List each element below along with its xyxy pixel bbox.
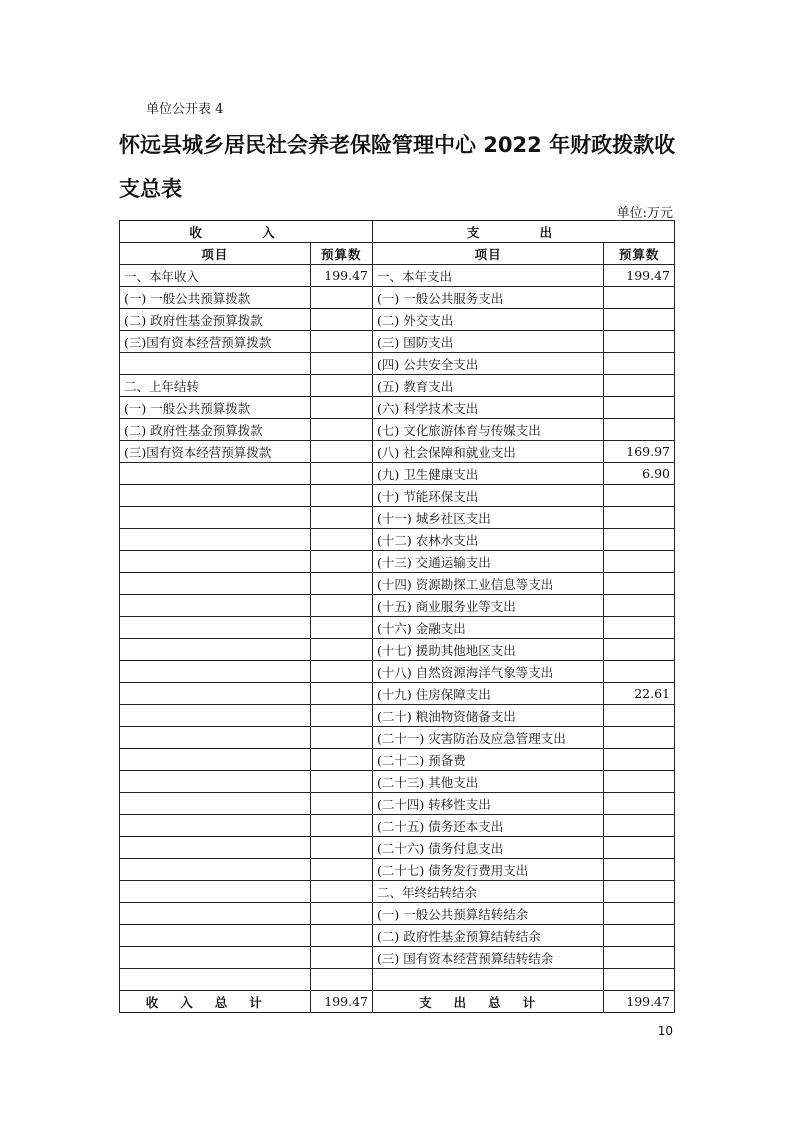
income-item-cell <box>120 683 311 705</box>
table-row <box>120 815 675 837</box>
income-item-cell <box>120 925 311 947</box>
expense-value-cell: 169.97 <box>604 441 675 463</box>
income-item-cell <box>120 859 311 881</box>
expense-item-cell: (十八) 自然资源海洋气象等支出 <box>373 661 604 683</box>
income-item-cell <box>120 617 311 639</box>
expense-value-cell <box>604 375 675 397</box>
income-value-cell <box>310 749 372 771</box>
table-row <box>120 441 675 463</box>
expense-item-cell: (九) 卫生健康支出 <box>373 463 604 485</box>
table-row <box>120 485 675 507</box>
income-item-cell: (三)国有资本经营预算拨款 <box>120 331 311 353</box>
expense-item-cell: (三) 国防支出 <box>373 331 604 353</box>
income-total-value: 199.47 <box>310 991 372 1013</box>
page-title: 怀远县城乡居民社会养老保险管理中心 2022 年财政拨款收支总表 <box>119 133 676 201</box>
expense-value-cell <box>604 331 675 353</box>
income-value-cell <box>310 617 372 639</box>
income-item-cell: (三)国有资本经营预算拨款 <box>120 441 311 463</box>
table-row <box>120 661 675 683</box>
income-item-cell: 一、本年收入 <box>120 265 311 287</box>
table-row <box>120 925 675 947</box>
expense-value-cell <box>604 639 675 661</box>
table-row <box>120 639 675 661</box>
expense-value-cell <box>604 727 675 749</box>
income-value-cell <box>310 529 372 551</box>
expense-value-cell <box>604 925 675 947</box>
income-value-cell <box>310 881 372 903</box>
income-item-cell <box>120 353 311 375</box>
income-value-cell <box>310 947 372 969</box>
income-item-cell: 二、上年结转 <box>120 375 311 397</box>
expense-item-cell: (二十七) 债务发行费用支出 <box>373 859 604 881</box>
table-row <box>120 397 675 419</box>
expense-item-cell: (三) 国有资本经营预算结转结余 <box>373 947 604 969</box>
expense-item-cell: (二十一) 灾害防治及应急管理支出 <box>373 727 604 749</box>
expense-item-cell: (十四) 资源勘探工业信息等支出 <box>373 573 604 595</box>
expense-value-cell <box>604 969 675 991</box>
table-row <box>120 771 675 793</box>
expense-value-cell <box>604 529 675 551</box>
expense-value-cell <box>604 771 675 793</box>
table-row <box>120 265 675 287</box>
expense-value-cell: 199.47 <box>604 265 675 287</box>
income-item-cell <box>120 727 311 749</box>
expense-value-cell: 6.90 <box>604 463 675 485</box>
expense-value-cell <box>604 815 675 837</box>
income-value-cell <box>310 353 372 375</box>
expense-item-cell: (二十二) 预备费 <box>373 749 604 771</box>
expense-value-cell <box>604 595 675 617</box>
income-value-cell <box>310 331 372 353</box>
unit-label: 单位:万元 <box>616 206 673 221</box>
table-body <box>120 265 675 991</box>
income-value-cell <box>310 375 372 397</box>
table-row <box>120 551 675 573</box>
table-row <box>120 617 675 639</box>
income-item-cell <box>120 815 311 837</box>
expense-value-cell <box>604 881 675 903</box>
expense-item-cell: (十五) 商业服务业等支出 <box>373 595 604 617</box>
income-item-cell <box>120 947 311 969</box>
expense-value-cell <box>604 397 675 419</box>
table-section-header <box>120 221 675 243</box>
expense-value-cell <box>604 903 675 925</box>
income-value-cell <box>310 837 372 859</box>
table-row <box>120 331 675 353</box>
table-row <box>120 969 675 991</box>
expense-value-cell <box>604 287 675 309</box>
income-item-cell <box>120 969 311 991</box>
income-item-cell <box>120 771 311 793</box>
expense-item-cell: (八) 社会保障和就业支出 <box>373 441 604 463</box>
totals-row <box>120 991 675 1013</box>
table-row <box>120 287 675 309</box>
income-value-cell <box>310 287 372 309</box>
expense-item-cell: (十九) 住房保障支出 <box>373 683 604 705</box>
income-value-cell <box>310 859 372 881</box>
table-row <box>120 683 675 705</box>
income-value-cell <box>310 815 372 837</box>
expense-item-cell: (四) 公共安全支出 <box>373 353 604 375</box>
expense-value-cell <box>604 859 675 881</box>
expense-value-cell <box>604 793 675 815</box>
income-value-cell <box>310 595 372 617</box>
income-value-cell <box>310 639 372 661</box>
expense-item-cell: (六) 科学技术支出 <box>373 397 604 419</box>
income-value-cell <box>310 551 372 573</box>
income-item-cell: (一) 一般公共预算拨款 <box>120 397 311 419</box>
expense-item-cell: 一、本年支出 <box>373 265 604 287</box>
expense-total-value: 199.47 <box>604 991 675 1013</box>
expense-item-cell: (二十六) 债务付息支出 <box>373 837 604 859</box>
income-item-cell <box>120 903 311 925</box>
table-row <box>120 947 675 969</box>
expense-item-cell: (十三) 交通运输支出 <box>373 551 604 573</box>
expense-item-cell: (二) 外交支出 <box>373 309 604 331</box>
table-row <box>120 507 675 529</box>
table-row <box>120 793 675 815</box>
expense-item-cell: (二十五) 债务还本支出 <box>373 815 604 837</box>
income-item-cell <box>120 485 311 507</box>
income-header: 收 入 <box>120 221 373 243</box>
income-value-cell <box>310 683 372 705</box>
expense-item-cell: 二、年终结转结余 <box>373 881 604 903</box>
expense-value-cell <box>604 419 675 441</box>
expense-item-cell: (一) 一般公共服务支出 <box>373 287 604 309</box>
expense-value-cell <box>604 309 675 331</box>
expense-value-cell <box>604 485 675 507</box>
table-row <box>120 881 675 903</box>
expense-value-cell <box>604 705 675 727</box>
income-value-cell <box>310 793 372 815</box>
table-row <box>120 837 675 859</box>
income-item-cell <box>120 507 311 529</box>
income-item-cell: (一) 一般公共预算拨款 <box>120 287 311 309</box>
income-value-cell <box>310 485 372 507</box>
expense-item-cell: (二十三) 其他支出 <box>373 771 604 793</box>
table-row <box>120 419 675 441</box>
income-item-cell <box>120 881 311 903</box>
expense-item-cell: (一) 一般公共预算结转结余 <box>373 903 604 925</box>
expense-budget-header: 预算数 <box>604 243 675 265</box>
expense-value-cell <box>604 947 675 969</box>
expense-item-header: 项目 <box>373 243 604 265</box>
expense-value-cell <box>604 661 675 683</box>
expense-header: 支 出 <box>373 221 675 243</box>
expense-value-cell: 22.61 <box>604 683 675 705</box>
table-row <box>120 529 675 551</box>
document-label: 单位公开表 4 <box>146 102 224 117</box>
table-row <box>120 859 675 881</box>
income-item-cell: (二) 政府性基金预算拨款 <box>120 419 311 441</box>
expense-value-cell <box>604 749 675 771</box>
income-item-cell: (二) 政府性基金预算拨款 <box>120 309 311 331</box>
income-value-cell <box>310 397 372 419</box>
table-row <box>120 705 675 727</box>
income-value-cell <box>310 925 372 947</box>
income-value-cell <box>310 573 372 595</box>
table-row <box>120 595 675 617</box>
income-item-header: 项目 <box>120 243 311 265</box>
expense-item-cell: (十一) 城乡社区支出 <box>373 507 604 529</box>
table-row <box>120 309 675 331</box>
income-value-cell <box>310 463 372 485</box>
expense-item-cell: (二) 政府性基金预算结转结余 <box>373 925 604 947</box>
expense-value-cell <box>604 551 675 573</box>
income-value-cell <box>310 903 372 925</box>
income-item-cell <box>120 551 311 573</box>
expense-item-cell: (十七) 援助其他地区支出 <box>373 639 604 661</box>
income-value-cell <box>310 661 372 683</box>
expense-value-cell <box>604 573 675 595</box>
income-item-cell <box>120 661 311 683</box>
page-number: 10 <box>657 1024 673 1038</box>
income-item-cell <box>120 705 311 727</box>
table-row <box>120 749 675 771</box>
table-row <box>120 353 675 375</box>
expense-item-cell <box>373 969 604 991</box>
table-row <box>120 573 675 595</box>
table-row <box>120 463 675 485</box>
expense-item-cell: (七) 文化旅游体育与传媒支出 <box>373 419 604 441</box>
budget-table <box>119 220 675 1013</box>
income-item-cell <box>120 837 311 859</box>
table-row <box>120 903 675 925</box>
income-total-label: 收入总计 <box>120 991 311 1013</box>
income-item-cell <box>120 595 311 617</box>
income-item-cell <box>120 463 311 485</box>
expense-value-cell <box>604 617 675 639</box>
income-budget-header: 预算数 <box>310 243 372 265</box>
income-value-cell <box>310 441 372 463</box>
income-value-cell <box>310 969 372 991</box>
income-value-cell <box>310 507 372 529</box>
income-value-cell <box>310 705 372 727</box>
income-item-cell <box>120 529 311 551</box>
income-value-cell <box>310 309 372 331</box>
income-item-cell <box>120 639 311 661</box>
expense-total-label: 支出总计 <box>373 991 604 1013</box>
income-value-cell <box>310 419 372 441</box>
expense-value-cell <box>604 353 675 375</box>
expense-item-cell: (十) 节能环保支出 <box>373 485 604 507</box>
income-item-cell <box>120 793 311 815</box>
expense-value-cell <box>604 837 675 859</box>
expense-item-cell: (二十) 粮油物资储备支出 <box>373 705 604 727</box>
income-value-cell <box>310 771 372 793</box>
table-column-header <box>120 243 675 265</box>
expense-item-cell: (十二) 农林水支出 <box>373 529 604 551</box>
income-value-cell: 199.47 <box>310 265 372 287</box>
table-row <box>120 375 675 397</box>
income-value-cell <box>310 727 372 749</box>
expense-value-cell <box>604 507 675 529</box>
table-row <box>120 727 675 749</box>
expense-item-cell: (二十四) 转移性支出 <box>373 793 604 815</box>
expense-item-cell: (五) 教育支出 <box>373 375 604 397</box>
income-item-cell <box>120 573 311 595</box>
income-item-cell <box>120 749 311 771</box>
expense-item-cell: (十六) 金融支出 <box>373 617 604 639</box>
